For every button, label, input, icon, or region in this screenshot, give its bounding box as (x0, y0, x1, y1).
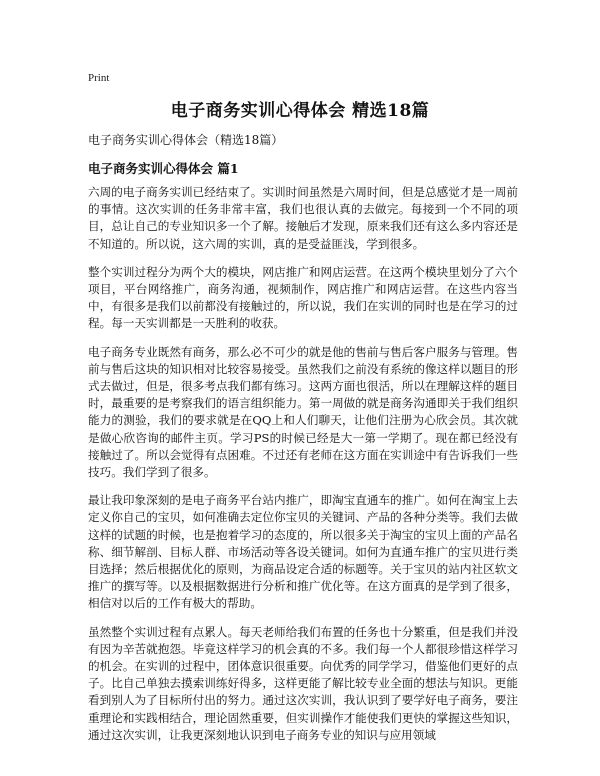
paragraph-1: 六周的电子商务实训已经结束了。实训时间虽然是六周时间，但是总感觉才是一周前的事情。这次实训的任务非常丰富，我们也很认真的去做完。每接到一个不同的项目，总让自己的专业知识多一个了解。接触后才发现，原来我们还有这么多内容还是不知道的。所以说，这六周的实训，真的是受益匪浅，学到很多。 (88, 185, 518, 251)
paragraph-4: 最让我印象深刻的是电子商务平台站内推广，即淘宝直通车的推广。如何在淘宝上去定义你自己的宝贝，如何准确去定位你宝贝的关键词、产品的各种分类等。我们去做这样的试题的时候，也是抱着学习的态度的，所以很多关于淘宝的宝贝上面的产品名称、细节解剖、目标人群、市场活动等各设关键词。如何为直通车推广的宝贝进行类目选择；然后根据优化的原则，为商品设定合适的标题等。关于宝贝的站内社区软文推广的撰写等。以及根据数据进行分析和推广优化等。在这方面真的是学到了很多，相信对以后的工作有极大的帮助。 (88, 493, 518, 611)
document-title: 电子商务实训心得体会 精选18篇 (170, 101, 430, 121)
paragraph-3: 电子商务专业既然有商务，那么必不可少的就是他的售前与售后客户服务与管理。售前与售后这块的知识相对比较容易接受。虽然我们之前没有系统的像这样以题目的形式去做过，但是，很多考点我们都有练习。这两方面也很活，所以在理解这样的题目时，最重要的是考察我们的语言组织能力。第一周做的就是商务沟通即关于我们组织能力的测验，我们的要求就是在QQ上和人们聊天，让他们注册为心欣会员。其次就是做心欣咨询的邮件主页。学习PS的时候已经是大一第一学期了。现在都已经没有接触过了。所以会觉得有点困难。不过还有老师在这方面在实训途中有告诉我们一些技巧。我们学到了很多。 (88, 344, 518, 480)
document-body (88, 184, 518, 755)
print-label: Print (88, 72, 110, 84)
paragraph-2: 整个实训过程分为两个大的模块，网店推广和网店运营。在这两个模块里划分了六个项目，平台网络推广，商务沟通，视频制作，网店推广和网店运营。在这些内容当中，有很多是我们以前都没有接触过的，所以说，我们在实训的同时也是在学习的过程。每一天实训都是一天胜利的收获。 (88, 264, 518, 331)
document-subtitle: 电子商务实训心得体会（精选18篇） (88, 133, 284, 147)
paragraph-5: 虽然整个实训过程有点累人。每天老师给我们布置的任务也十分繁重，但是我们并没有因为辛苦就抱怨。毕竟这样学习的机会真的不多。我们每一个人都很珍惜这样学习的机会。在实训的过程中，团体意识很重要。向优秀的同学学习，借鉴他们更好的点子。比自己单独去摸索训练好得多，这样更能了解比较专业全面的想法与知识。更能看到别人为了目标所付出的努力。通过这次实训，我认识到了要学好电子商务，要注重理论和实践相结合，理论固然重要，但实训操作才能使我们更快的掌握这些知识，通过这次实训，让我更深刻地认识到电子商务专业的知识与应用领域 (88, 624, 518, 742)
section-heading: 电子商务实训心得体会 篇1 (88, 161, 239, 176)
